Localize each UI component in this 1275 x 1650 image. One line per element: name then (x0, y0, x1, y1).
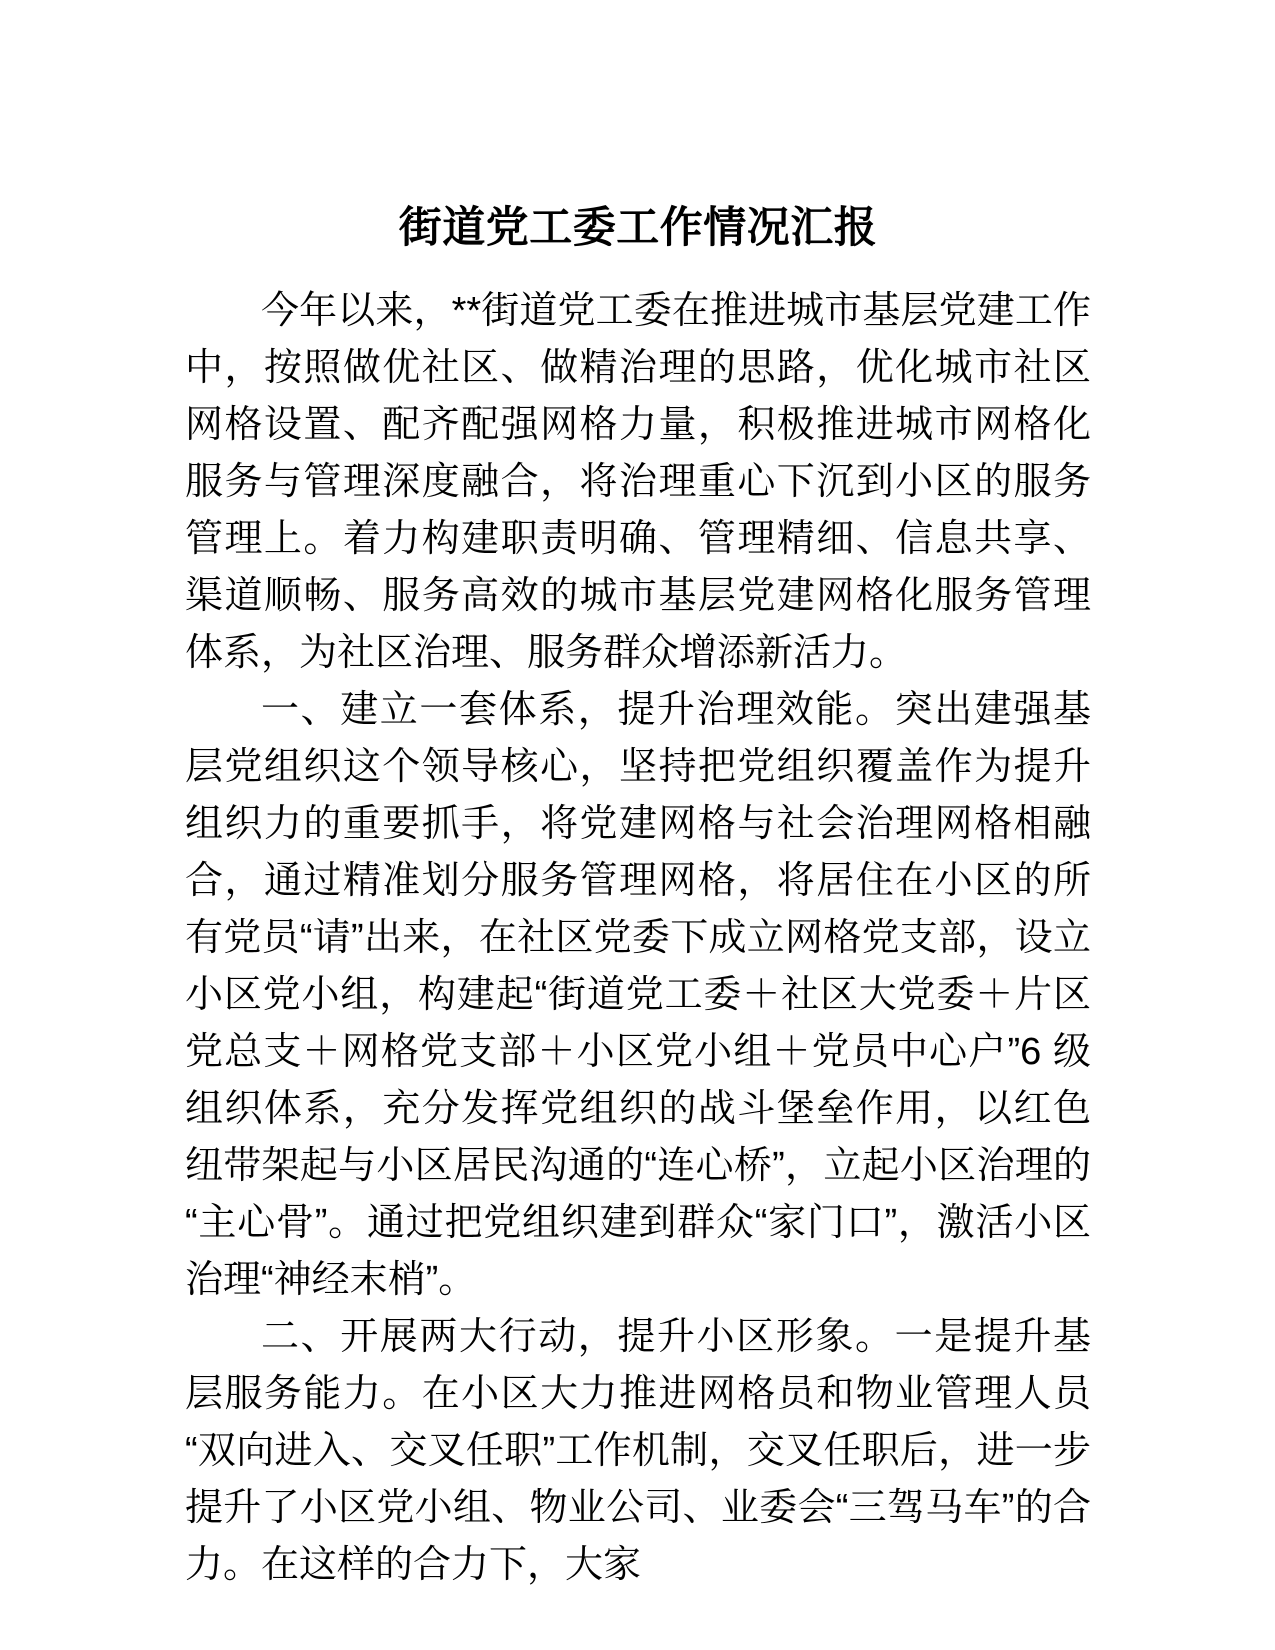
document-body (185, 283, 1091, 1594)
document-content (185, 0, 1091, 1594)
paragraph-section-two: 二、开展两大行动，提升小区形象。一是提升基层服务能力。在小区大力推进网格员和物业管理人员“双向进入、交叉任职”工作机制，交叉任职后，进一步提升了小区党小组、物业公司、业委会“三驾马车”的合力。在这样的合力下，大家 (185, 1316, 1091, 1586)
paragraph-intro: 今年以来，**街道党工委在推进城市基层党建工作中，按照做优社区、做精治理的思路，优化城市社区网格设置、配齐配强网格力量，积极推进城市网格化服务与管理深度融合，将治理重心下沉到小区的服务管理上。着力构建职责明确、管理精细、信息共享、渠道顺畅、服务高效的城市基层党建网格化服务管理体系，为社区治理、服务群众增添新活力。 (185, 290, 1091, 674)
document-title: 街道党工委工作情况汇报 (398, 204, 878, 252)
paragraph-section-one: 一、建立一套体系，提升治理效能。突出建强基层党组织这个领导核心，坚持把党组织覆盖作为提升组织力的重要抓手，将党建网格与社会治理网格相融合，通过精准划分服务管理网格，将居住在小区的所有党员“请”出来，在社区党委下成立网格党支部，设立小区党小组，构建起“街道党工委＋社区大党委＋片区党总支＋网格党支部＋小区党小组＋党员中心户”6 级组织体系，充分发挥党组织的战斗堡垒作用，以红色纽带架起与小区居民沟通的“连心桥”，立起小区治理的“主心骨”。通过把党组织建到群众“家门口”，激活小区治理“神经末梢”。 (185, 689, 1091, 1301)
